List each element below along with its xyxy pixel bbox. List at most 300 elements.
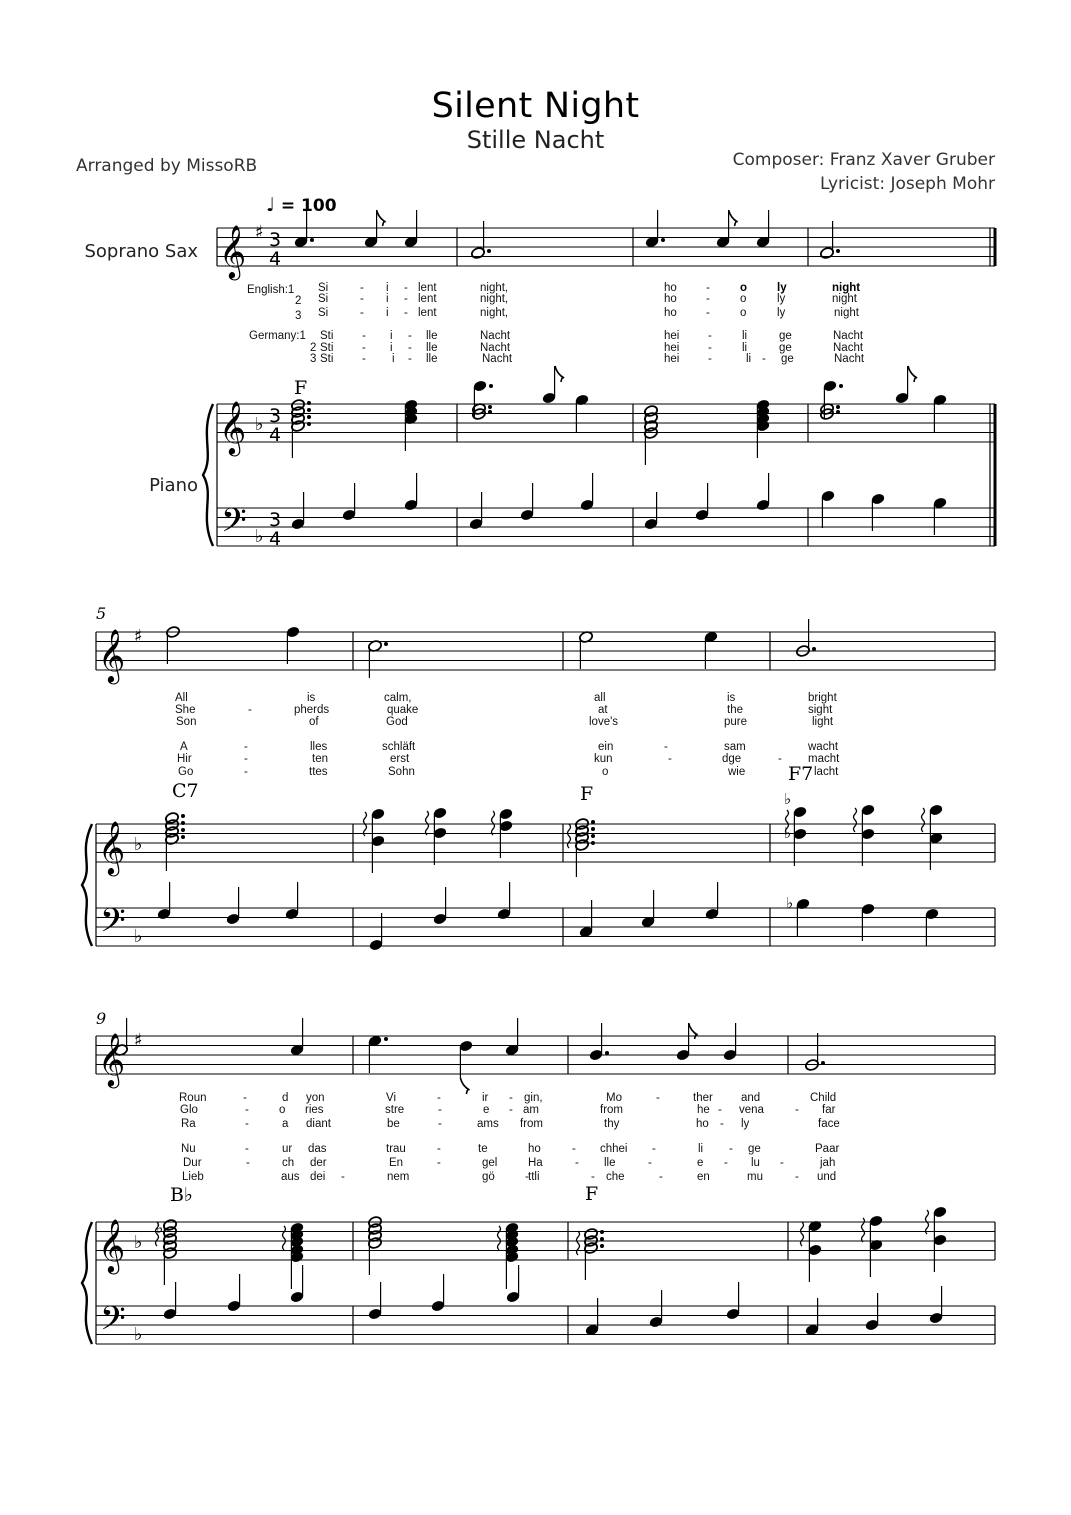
lyric-syllable: ho — [664, 282, 677, 294]
flat-key-signature: ♭ — [255, 414, 264, 435]
lyric-hyphen: - — [795, 1104, 799, 1116]
bass-note — [404, 473, 419, 511]
lyric-hyphen: - — [778, 753, 782, 765]
bass-note — [506, 1265, 521, 1303]
lyric-hyphen: - — [244, 766, 248, 778]
augmentation-dot — [605, 1051, 609, 1055]
note-flag — [689, 1023, 698, 1039]
bass-note — [368, 1282, 383, 1320]
lyric-syllable: ur — [282, 1143, 293, 1155]
lyric-syllable: lent — [418, 293, 437, 305]
lyric-syllable: Roun — [179, 1092, 207, 1104]
lyric-syllable: dei — [310, 1171, 326, 1183]
lyric-syllable: ly — [741, 1118, 750, 1130]
note-flag — [555, 366, 564, 382]
lyric-syllable: lu — [751, 1157, 760, 1169]
note — [895, 366, 910, 404]
lyric-hyphen: - — [652, 1143, 656, 1155]
lyric-hyphen: - — [664, 741, 668, 753]
bass-clef: 𝄢 — [100, 902, 126, 948]
lyric-syllable: be — [387, 1118, 400, 1130]
sax-note — [579, 631, 594, 669]
augmentation-dot — [384, 642, 388, 646]
lyric-syllable: en — [697, 1171, 710, 1183]
lyric-syllable: i — [386, 307, 389, 319]
lyric-syllable: Vi — [386, 1092, 397, 1104]
bass-note — [157, 882, 172, 920]
flat-key-signature: ♭ — [134, 1232, 143, 1253]
lyric-syllable: ge — [781, 353, 794, 365]
lyric-hyphen: - — [708, 353, 712, 365]
lyric-hyphen: - — [341, 1171, 345, 1183]
lyric-syllable: e — [483, 1104, 490, 1116]
lyric-syllable: vena — [739, 1104, 764, 1116]
lyric-syllable: face — [818, 1118, 840, 1130]
lyric-syllable: che — [606, 1171, 625, 1183]
lyric-hyphen: - — [245, 1143, 249, 1155]
lyric-syllable: ge — [748, 1143, 761, 1155]
lyric-syllable: Ra — [181, 1118, 196, 1130]
lyric-hyphen: - — [780, 1157, 784, 1169]
lyric-syllable: Nacht — [833, 342, 864, 354]
bass-note — [726, 1282, 741, 1320]
lyric-syllable: e — [697, 1157, 704, 1169]
augmentation-dot — [310, 238, 314, 242]
lyric-hyphen: - — [762, 353, 766, 365]
sax-note — [676, 1023, 691, 1061]
augmentation-dot — [661, 238, 665, 242]
lyric-syllable: nem — [387, 1171, 410, 1183]
lyric-hyphen: - — [656, 1092, 660, 1104]
lyric-syllable: Child — [810, 1092, 837, 1104]
augmentation-dot — [307, 408, 311, 412]
composer-credit: Composer: Franz Xaver Gruber — [732, 150, 995, 170]
bass-note — [865, 1293, 880, 1331]
lyricist-credit: Lyricist: Joseph Mohr — [820, 174, 995, 194]
chord-symbol: F7 — [788, 763, 814, 785]
lyric-syllable: erst — [390, 753, 410, 765]
flat-accidental: ♭ — [786, 894, 794, 912]
augmentation-dot — [591, 827, 595, 831]
bass-note — [285, 882, 300, 920]
augmentation-dot — [591, 834, 595, 838]
lyric-hyphen: - — [437, 1143, 441, 1155]
sax-note — [723, 1023, 738, 1061]
lyric-syllable: der — [310, 1157, 327, 1169]
sharp-key-signature: ♯ — [134, 1030, 143, 1051]
lyric-syllable: ir — [482, 1092, 489, 1104]
augmentation-dot — [181, 814, 185, 818]
treble-clef: 𝄞 — [98, 1032, 126, 1086]
lyric-syllable: Lieb — [182, 1171, 204, 1183]
treble-clef: 𝄞 — [219, 224, 247, 278]
lyric-hyphen: - — [408, 342, 412, 354]
bass-note — [796, 898, 811, 936]
lyric-syllable: lacht — [814, 766, 839, 778]
bass-note — [226, 887, 241, 925]
lyric-syllable: night, — [480, 282, 509, 294]
lyric-hyphen: - — [706, 307, 710, 319]
lyric-syllable: hei — [664, 342, 680, 354]
lyric-syllable: lent — [418, 307, 437, 319]
lyric-hyphen: - — [408, 353, 412, 365]
arpeggio-mark — [568, 824, 571, 848]
bass-note — [705, 882, 720, 920]
lyric-syllable: Nacht — [480, 342, 511, 354]
sax-note — [459, 1040, 474, 1078]
lyric-syllable: li — [742, 330, 748, 342]
tempo-value: = 100 — [280, 196, 337, 216]
lyric-label: 2 — [295, 295, 302, 307]
lyric-syllable: gö — [482, 1171, 495, 1183]
sax-note — [716, 210, 731, 248]
lyric-syllable: En — [389, 1157, 404, 1169]
lyric-hyphen: - — [245, 1104, 249, 1116]
arpeggio-mark — [577, 1231, 580, 1255]
lyric-syllable: night — [832, 282, 861, 294]
lyric-syllable: night — [834, 307, 859, 319]
lyric-syllable: God — [386, 716, 408, 728]
lyric-syllable: schläft — [382, 741, 416, 753]
piano-instrument-label: Piano — [149, 475, 198, 496]
bass-note — [342, 483, 357, 521]
piano-brace — [82, 1222, 92, 1344]
lyric-syllable: Go — [178, 766, 194, 778]
lyric-syllable: wie — [728, 766, 746, 778]
lyric-syllable: o — [279, 1104, 286, 1116]
sax-note — [704, 631, 719, 669]
piano-brace — [82, 824, 92, 946]
flat-key-signature: ♭ — [134, 834, 143, 855]
lyric-syllable: ge — [779, 330, 792, 342]
lyric-syllable: Sti — [320, 353, 334, 365]
bass-note — [579, 900, 594, 938]
sax-note — [805, 1033, 820, 1071]
sax-note — [505, 1018, 520, 1056]
lyric-syllable: das — [308, 1143, 327, 1155]
lyric-syllable: night — [832, 293, 857, 305]
lyric-hyphen: - — [244, 753, 248, 765]
lyric-hyphen: - — [572, 1143, 576, 1155]
chord-symbol: C7 — [172, 780, 199, 802]
note — [933, 394, 948, 432]
lyric-hyphen: - — [245, 1118, 249, 1130]
bass-note — [933, 497, 948, 535]
augmentation-dot — [181, 835, 185, 839]
lyric-hyphen: - — [244, 741, 248, 753]
lyric-syllable: li — [746, 353, 752, 365]
arranger-credit: Arranged by MissoRB — [76, 156, 258, 176]
bass-note — [649, 1290, 664, 1328]
bass-note — [644, 492, 659, 530]
lyric-syllable: li — [742, 342, 748, 354]
time-signature-bottom: 4 — [269, 528, 282, 550]
lyric-syllable: lle — [426, 342, 438, 354]
sax-note — [645, 210, 660, 248]
arpeggio-mark — [283, 1226, 286, 1250]
note-flag — [460, 1078, 469, 1094]
lyric-hyphen: - — [706, 293, 710, 305]
lyric-syllable: sam — [724, 741, 746, 753]
sax-note — [796, 619, 811, 657]
lyric-syllable: dge — [722, 753, 742, 765]
lyric-syllable: all — [594, 692, 606, 704]
lyric-syllable: from — [600, 1104, 623, 1116]
treble-clef: 𝄞 — [98, 628, 126, 682]
lyric-syllable: chhei — [600, 1143, 628, 1155]
treble-clef: 𝄞 — [219, 400, 247, 454]
lyric-syllable: night, — [480, 307, 509, 319]
flat-accidental: ♭ — [784, 824, 792, 842]
bass-clef: 𝄢 — [221, 502, 247, 548]
time-signature-top: 3 — [269, 405, 282, 427]
bass-clef: 𝄢 — [100, 1300, 126, 1346]
time-signature-bottom: 4 — [269, 424, 282, 446]
arpeggio-mark — [426, 811, 429, 835]
bass-note — [580, 473, 595, 511]
chord-symbol: F — [294, 377, 308, 399]
lyric-hyphen: - — [362, 330, 366, 342]
lyric-syllable: night, — [480, 293, 509, 305]
lyric-syllable: stre — [385, 1104, 405, 1116]
lyric-hyphen: - — [718, 1104, 722, 1116]
lyric-hyphen: - — [708, 330, 712, 342]
lyric-hyphen: - — [724, 1157, 728, 1169]
lyric-label: 2 — [310, 342, 317, 354]
bass-note — [520, 483, 535, 521]
piano-brace — [203, 404, 213, 546]
bass-note — [291, 492, 306, 530]
lyric-syllable: ho — [664, 293, 677, 305]
bass-note — [641, 890, 656, 928]
note-flag — [908, 366, 917, 382]
lyric-hyphen: - — [437, 1157, 441, 1169]
lyric-syllable: diant — [306, 1118, 331, 1130]
arpeggio-mark — [922, 808, 925, 832]
lyric-syllable: Nacht — [482, 353, 513, 365]
lyric-hyphen: - — [362, 353, 366, 365]
augmentation-dot — [836, 405, 840, 409]
lyric-syllable: love's — [589, 716, 619, 728]
sharp-key-signature: ♯ — [255, 222, 264, 243]
lyric-hyphen: - — [360, 282, 364, 294]
lyric-syllable: o — [740, 293, 747, 305]
lyric-syllable: Glo — [180, 1104, 198, 1116]
lyric-hyphen: - — [509, 1092, 513, 1104]
lyric-syllable: Son — [176, 716, 197, 728]
lyric-syllable: lle — [426, 330, 438, 342]
lyric-syllable: All — [175, 692, 188, 704]
lyric-syllable: calm, — [384, 692, 412, 704]
lyric-hyphen: - — [248, 704, 252, 716]
sax-note — [294, 210, 309, 248]
bass-note — [469, 492, 484, 530]
lyric-syllable: ein — [598, 741, 614, 753]
lyric-syllable: Sti — [320, 330, 334, 342]
lyric-syllable: o — [740, 307, 747, 319]
bass-note — [756, 473, 771, 511]
lyric-hyphen: - — [648, 1157, 652, 1169]
bass-note — [585, 1298, 600, 1336]
lyric-syllable: She — [175, 704, 196, 716]
bass-note — [227, 1274, 242, 1312]
augmentation-dot — [821, 1061, 825, 1065]
lyric-syllable: aus — [281, 1171, 300, 1183]
lyric-syllable: hei — [664, 353, 680, 365]
flat-key-signature: ♭ — [134, 926, 143, 947]
lyric-syllable: Si — [318, 307, 329, 319]
note-flag — [729, 210, 738, 226]
lyric-hyphen: - — [404, 293, 408, 305]
lyric-syllable: Paar — [815, 1143, 840, 1155]
lyric-syllable: Nacht — [480, 330, 511, 342]
lyric-syllable: is — [727, 692, 736, 704]
time-signature-top: 3 — [269, 229, 282, 251]
lyric-syllable: A — [180, 741, 188, 753]
lyric-syllable: Hir — [177, 753, 192, 765]
lyric-syllable: pure — [724, 716, 748, 728]
quarter-note-icon: ♩ — [266, 194, 275, 216]
lyric-syllable: lles — [310, 741, 328, 753]
lyric-syllable: ten — [312, 753, 328, 765]
lyric-syllable: sight — [808, 704, 833, 716]
augmentation-dot — [307, 415, 311, 419]
lyric-syllable: a — [282, 1118, 289, 1130]
augmentation-dot — [181, 828, 185, 832]
bass-note — [929, 1286, 944, 1324]
lyric-hyphen: - — [795, 1171, 799, 1183]
lyric-syllable: Sohn — [388, 766, 415, 778]
augmentation-dot — [181, 821, 185, 825]
lyric-syllable: Nacht — [834, 353, 865, 365]
lyric-syllable: lle — [604, 1157, 616, 1169]
bass-note — [871, 493, 886, 531]
lyric-syllable: he — [697, 1104, 710, 1116]
augmentation-dot — [600, 1230, 604, 1234]
lyric-syllable: quake — [387, 704, 419, 716]
lyric-syllable: i — [390, 330, 393, 342]
lyric-syllable: gel — [482, 1157, 498, 1169]
augmentation-dot — [591, 841, 595, 845]
measure-number-9: 9 — [96, 1009, 107, 1028]
lyric-label: English:1 — [247, 284, 295, 296]
augmentation-dot — [488, 405, 492, 409]
lyric-syllable: kun — [594, 753, 613, 765]
augmentation-dot — [836, 410, 840, 414]
lyric-hyphen: - — [243, 1092, 247, 1104]
augmentation-dot — [839, 384, 843, 388]
lyric-syllable: o — [602, 766, 609, 778]
flat-accidental: ♭ — [156, 1219, 164, 1237]
arpeggio-mark — [498, 1226, 501, 1250]
lyric-syllable: i — [386, 282, 389, 294]
lyric-syllable: ther — [693, 1092, 713, 1104]
flat-accidental: ♭ — [784, 790, 792, 808]
augmentation-dot — [487, 249, 491, 253]
sax-note — [368, 1035, 383, 1073]
score-subtitle: Stille Nacht — [466, 126, 605, 154]
lyric-syllable: ly — [777, 293, 786, 305]
lyric-hyphen: - — [525, 1171, 529, 1183]
treble-clef: 𝄞 — [98, 820, 126, 874]
note-flag — [377, 210, 386, 226]
lyric-syllable: Dur — [183, 1157, 202, 1169]
note — [575, 394, 590, 432]
sax-instrument-label: Soprano Sax — [84, 241, 198, 262]
lyric-hyphen: - — [575, 1157, 579, 1169]
bass-note — [369, 913, 384, 951]
lyric-syllable: ch — [282, 1157, 295, 1169]
lyric-syllable: mu — [747, 1171, 763, 1183]
lyric-syllable: thy — [604, 1118, 620, 1130]
augmentation-dot — [307, 422, 311, 426]
lyric-syllable: Nu — [181, 1143, 196, 1155]
lyric-label: 3 — [310, 353, 317, 365]
lyric-syllable: Si — [318, 293, 329, 305]
time-signature-top: 3 — [269, 509, 282, 531]
bass-note — [695, 483, 710, 521]
lyric-syllable: am — [523, 1104, 539, 1116]
augmentation-dot — [812, 647, 816, 651]
lyric-syllable: far — [822, 1104, 836, 1116]
lyric-hyphen: - — [720, 1118, 724, 1130]
lyric-syllable: ho — [664, 307, 677, 319]
lyric-syllable: of — [309, 716, 319, 728]
bass-note — [861, 903, 876, 941]
lyric-syllable: Si — [318, 282, 329, 294]
lyric-hyphen: - — [246, 1157, 250, 1169]
lyric-syllable: trau — [386, 1143, 406, 1155]
sax-note — [471, 221, 486, 259]
augmentation-dot — [836, 249, 840, 253]
lyric-syllable: ho — [696, 1118, 709, 1130]
lyric-syllable: at — [598, 704, 608, 716]
lyric-syllable: ly — [777, 307, 786, 319]
chord-symbol: F — [580, 783, 594, 805]
lyric-syllable: jah — [820, 1157, 836, 1169]
time-signature-bottom: 4 — [269, 248, 282, 270]
lyric-syllable: pherds — [294, 704, 330, 716]
lyric-syllable: and — [741, 1092, 761, 1104]
lyric-hyphen: - — [659, 1171, 663, 1183]
lyric-syllable: i — [390, 342, 393, 354]
lyric-syllable: ams — [477, 1118, 499, 1130]
measure-number-5: 5 — [96, 604, 107, 623]
lyric-syllable: bright — [808, 692, 837, 704]
chord-symbol: B♭ — [170, 1184, 193, 1206]
lyric-syllable: gin, — [524, 1092, 543, 1104]
sax-note — [368, 640, 383, 678]
lyric-hyphen: - — [404, 307, 408, 319]
lyric-hyphen: - — [362, 342, 366, 354]
lyric-syllable: hei — [664, 330, 680, 342]
sax-note — [286, 626, 301, 664]
lyric-hyphen: - — [438, 1118, 442, 1130]
lyric-label: 3 — [295, 310, 302, 322]
lyric-hyphen: - — [404, 282, 408, 294]
sax-note — [364, 210, 379, 248]
lyric-syllable: Nacht — [833, 330, 864, 342]
lyric-hyphen: - — [408, 330, 412, 342]
lyric-syllable: from — [520, 1118, 543, 1130]
bass-note — [163, 1282, 178, 1320]
sax-note — [756, 210, 771, 248]
lyric-syllable: lle — [426, 353, 438, 365]
sharp-key-signature: ♯ — [134, 626, 143, 647]
bass-note — [821, 490, 836, 528]
sax-note — [820, 221, 835, 259]
sax-note — [404, 210, 419, 248]
